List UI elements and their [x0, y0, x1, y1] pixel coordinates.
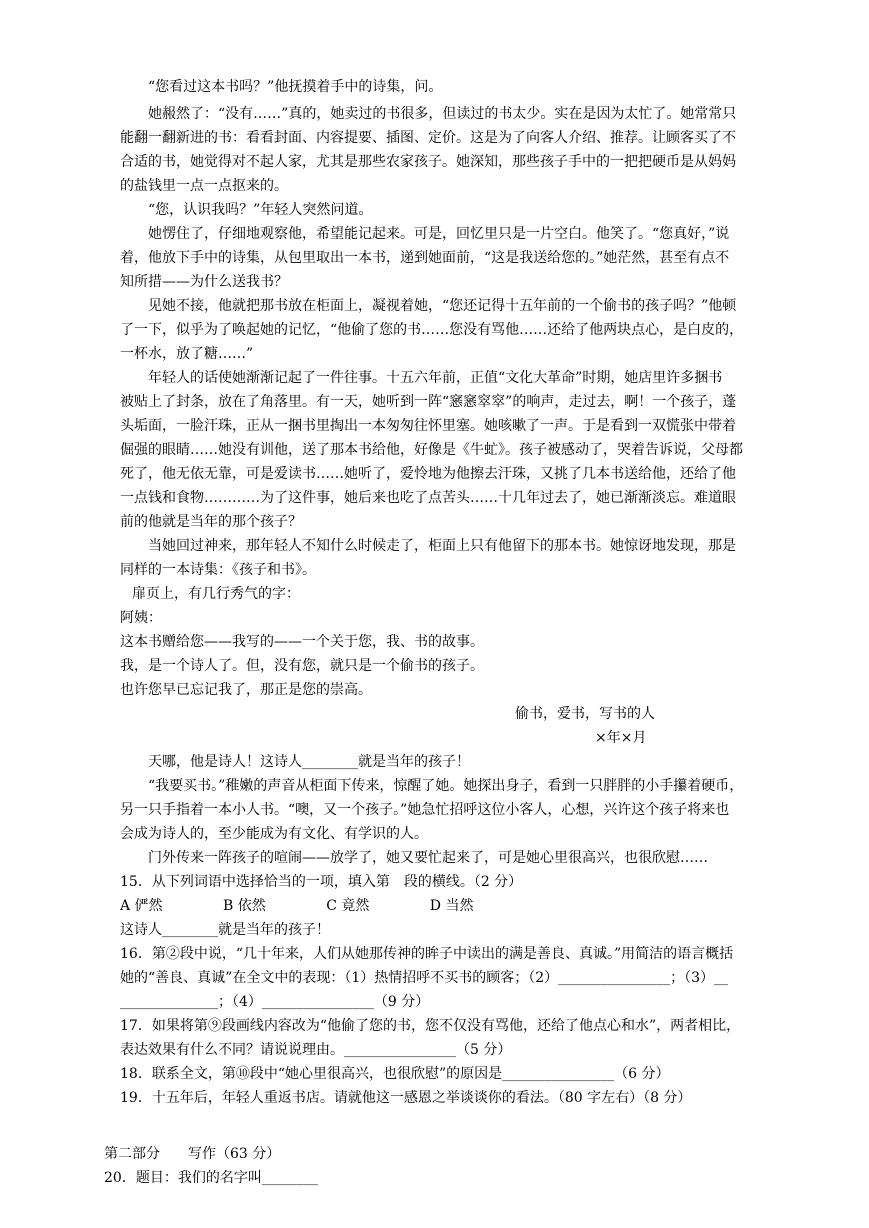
section-heading: 第二部分 写作（63 分）: [104, 1146, 281, 1162]
question-20: 20．题目：我们的名字叫________: [104, 1170, 318, 1186]
paragraph-line: 她赧然了：“没有……”真的，她卖过的书很多，但读过的书太少。实在是因为太忙了。她常常只: [148, 106, 737, 122]
paragraph-line: “您看过这本书吗？”他抚摸着手中的诗集，问。: [148, 79, 443, 95]
paragraph-line: 被贴上了封条，放在了角落里。有一天，她听到一阵“窸窸窣窣”的响声，走过去，啊！一个孩子，蓬: [120, 394, 737, 410]
paragraph-line: 前的他就是当年的那个孩子？: [120, 514, 302, 530]
paragraph-line: 天哪，他是诗人！这诗人________就是当年的孩子！: [148, 754, 470, 770]
inscription-signature: 偷书，爱书，写书的人: [515, 706, 655, 722]
question-19: 19．十五年后，年轻人重返书店。请就他这一感恩之举谈谈你的看法。（80 字左右）（8 分）: [120, 1090, 692, 1106]
inscription-line: 我，是一个诗人了。但，没有您，就只是一个偷书的孩子。: [120, 658, 484, 674]
inscription-salutation: 阿姨：: [120, 610, 162, 626]
paragraph-line: 一杯水，放了糖……”: [120, 346, 254, 362]
paragraph-line: 年轻人的话使她渐渐记起了一件往事。十五六年前，正值“文化大革命”时期，她店里许多捆书: [148, 370, 723, 386]
paragraph-line: 另一只手指着一本小人书。“噢，又一个孩子。”她急忙招呼这位小客人，心想，兴许这个孩子将来也: [120, 802, 730, 818]
paragraph-line: 见她不接，他就把那书放在柜面上，凝视着她，“您还记得十五年前的一个偷书的孩子吗？”他顿: [148, 298, 737, 314]
paragraph-line: 同样的一本诗集：《孩子和书》。: [120, 562, 316, 578]
paragraph-line: 的盐钱里一点一点抠来的。: [120, 178, 288, 194]
paragraph-line: 能翻一翻新进的书：看看封面、内容提要、插图、定价。这是为了向客人介绍、推荐。让顾客买了不: [120, 130, 736, 146]
question-15-options: A 俨然 B 依然 C 竟然 D 当然: [120, 898, 474, 914]
question-16-line: 她的“善良、真诚”在全文中的表现：（1）热情招呼不买书的顾客；（2）________________；（3）__: [120, 970, 729, 986]
question-15: 15．从下列词语中选择恰当的一项，填入第 段的横线。（2 分）: [120, 874, 523, 890]
question-16-line: ______________；（4）________________（9 分）: [120, 994, 430, 1010]
paragraph-line: 了一下，似乎为了唤起她的记忆，“他偷了您的书……您没有骂他……还给了他两块点心，是白皮的，: [120, 322, 744, 338]
paragraph-line: 她愣住了，仔细地观察他，希望能记起来。可是，回忆里只是一片空白。他笑了。“您真好，”说: [148, 226, 730, 242]
question-16: 16．第②段中说，“几十年来，人们从她那传神的眸子中读出的满是善良、真诚。”用简洁的语言概括: [120, 946, 734, 962]
inscription-line: 这本书赠给您——我写的——一个关于您，我、书的故事。: [120, 634, 484, 650]
paragraph-line: 着，他放下手中的诗集，从包里取出一本书，递到她面前，“这是我送给您的。”她茫然，甚至有点不: [120, 250, 730, 266]
paragraph-line: 当她回过神来，那年轻人不知什么时候走了，柜面上只有他留下的那本书。她惊讶地发现，那是: [148, 538, 736, 554]
question-17-line: 表达效果有什么不同？请说说理由。________________（5 分）: [120, 1042, 512, 1058]
paragraph-line: “您，认识我吗？”年轻人突然问道。: [148, 202, 373, 218]
paragraph-line: “我要买书。”稚嫩的声音从柜面下传来，惊醒了她。她探出身子，看到一只胖胖的小手攥着硬币，: [148, 778, 744, 794]
inscription-line: 也许您早已忘记我了，那正是您的崇高。: [120, 682, 372, 698]
question-18: 18．联系全文，第⑩段中“她心里很高兴，也很欣慰”的原因是________________（6 分）: [120, 1066, 670, 1082]
paragraph-line: 死了，他无依无靠，可是爱读书……她听了，爱怜地为他擦去汗珠，又挑了几本书送给他，还给了他: [120, 466, 736, 482]
paragraph-line: 知所措——为什么送我书？: [120, 274, 288, 290]
paragraph-line: 门外传来一阵孩子的喧闹——放学了，她又要忙起来了，可是她心里很高兴，也很欣慰……: [148, 850, 708, 866]
flyleaf-intro: 扉页上，有几行秀气的字：: [132, 586, 300, 602]
question-17: 17．如果将第⑨段画线内容改为“他偷了您的书，您不仅没有骂他，还给了他点心和水”，两者相比，: [120, 1018, 741, 1034]
paragraph-line: 合适的书，她觉得对不起人家，尤其是那些农家孩子。她深知，那些孩子手中的一把把硬币是从妈妈: [120, 154, 736, 170]
paragraph-line: 倔强的眼睛……她没有训他，送了那本书给他，好像是《牛虻》。孩子被感动了，哭着告诉说，父母都: [120, 442, 743, 458]
paragraph-line: 一点钱和食物…………为了这件事，她后来也吃了点苦头……十几年过去了，她已渐渐淡忘。难道眼: [120, 490, 736, 506]
question-15-sentence: 这诗人________就是当年的孩子！: [120, 922, 330, 938]
paragraph-line: 头垢面，一脸汗珠，正从一捆书里掏出一本匆匆往怀里塞。她咳嗽了一声。于是看到一双慌张中带着: [120, 418, 736, 434]
paragraph-line: 会成为诗人的，至少能成为有文化、有学识的人。: [120, 826, 428, 842]
inscription-date: ×年×月: [595, 730, 647, 746]
